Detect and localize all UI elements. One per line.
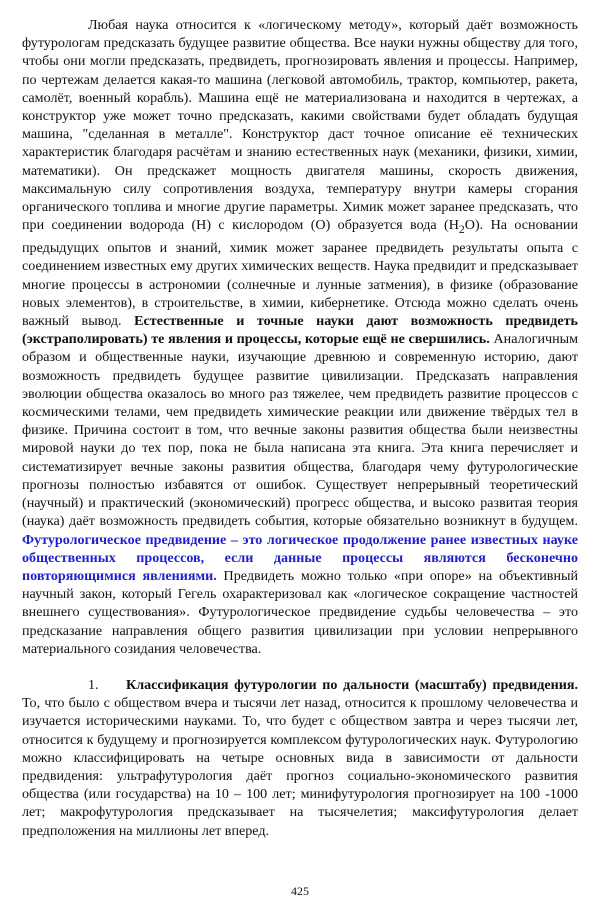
text-run: Аналогичным образом и общественные науки, изучающие древнюю и современную историю, дают возможность предвидеть будущее развитие цивилизации. Предсказать направления эволюции общества оказалось во много раз тяжелее, чем предвидеть развитие процессов с космическими телами, чем предвидеть химические реакции или движение твёрдых тел в физике. Причина состоит в том, что вечные законы развития общества были неизвестны мировой науки до тех пор, пока не была написана эта книга. Эта книга перечисляет и систематизирует вечные законы развития общества, благодаря чему футурологические прогнозы полностью избавятся от ошибок. Существует непрерывный теоретический (научный) и практический (экономический) прогресс общества, и высоко развитая теория (наука) даёт возможность предвидеть события, которые обязательно возникнут в будущем.: [22, 331, 579, 530]
list-number: 1.: [88, 676, 99, 693]
text-run: То, что было с обществом вчера и тысячи лет назад, относится к прошлому человечества и изучается историческими науками. То, что будет с обществом завтра и через тысячи лет, относится к будущему и прогнозируется комплексом футурологических наук. Футурологию можно классифицировать на четыре основных вида в зависимости от дальности предвидения: ультрафутурология даёт прогноз социально-экономического развития общества (или государства) на 10 – 100 лет; минифутурология прогнозирует на 100 -1000 лет; макрофутурология предсказывает на тысячелетия; максифутурология делает предположения на миллионы лет вперед.: [22, 695, 578, 839]
bold-section-heading: Классификация футурологии по дальности (масштабу) предвидения.: [126, 676, 578, 693]
text-run: О). На основании предыдущих опытов и знаний, химик может заранее предвидеть результаты опыта с соединением известных ему других химических веществ. Наука предвидит и предсказывает многие процессы в астрономии (солнечные и лунные затмения), в физике (образование новых элементов), в строительстве, в химии, кибернетике. Отсюда можно сделать очень важный вывод.: [22, 217, 578, 330]
text-run: Предвидеть можно только «при опоре» на объективный научный закон, который Гегель охарактеризовал как «логическое сокращение частностей внешнего существования». Футурологическое предвидение судьбы человечества – это предсказание направления общего развития цивилизации при условии непрерывного материального созидания человечества.: [22, 567, 578, 657]
paragraph-futurology-method: [22, 16, 578, 658]
blue-definition: Футурологическое предвидение – это логическое продолжение ранее известных науке общественных процессов, если данные процессы являются бесконечно повторяющимися явлениями.: [22, 531, 578, 584]
bold-conclusion: Естественные и точные науки дают возможность предвидеть (экстраполировать) те явления и процессы, которые ещё не свершились.: [22, 313, 578, 348]
document-body: [22, 16, 578, 840]
paragraph-classification: [22, 676, 578, 840]
subscript-2: 2: [458, 223, 465, 237]
page-number: 425: [291, 884, 309, 898]
text-run: Любая наука относится к «логическому методу», который даёт возможность футурологам предсказать будущее развитие общества. Все науки нужны обществу для того, чтобы они могли предсказать, предвидеть, прогнозировать явления и процессы. Например, по чертежам делается какая-то машина (легковой автомобиль, трактор, компьютер, ракета, самолёт, военный корабль). Машина ещё не материализована и находится в чертежах, а конструктор уже может точно предсказать, какими свойствами будет обладать будущая машина, "сделанная в металле". Конструктор даст точное описание её технических характеристик благодаря расчётам и знанию естественных наук (механики, физики, химии, математики). Он предскажет мощность двигателя машины, скорость движения, максимальную силу сопротивления воздуха, температуру внутри камеры сгорания органического топлива и многие другие параметры. Химик может заранее предсказать, что при соединении водорода (Н) с кислородом (О) образуется вода (Н: [22, 17, 578, 234]
